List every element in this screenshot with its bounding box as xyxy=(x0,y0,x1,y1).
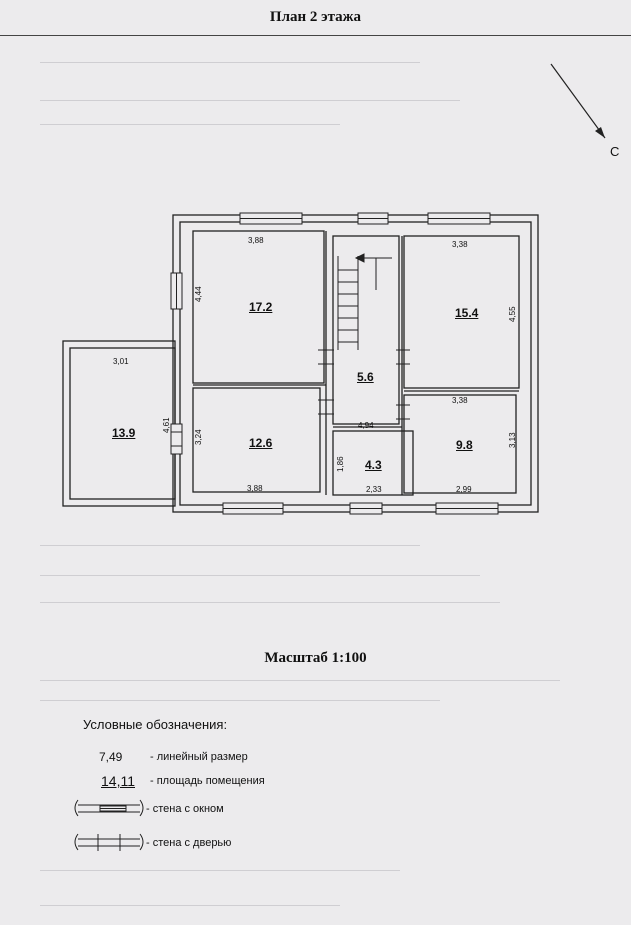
room-area-label: 12.6 xyxy=(249,436,273,450)
dimension-label: 2,33 xyxy=(366,485,382,494)
dimension-label: 4,55 xyxy=(508,306,517,322)
room-area-label: 17.2 xyxy=(249,300,273,314)
legend-area-text: - площадь помещения xyxy=(150,775,265,787)
dimension-label: 3,38 xyxy=(452,240,468,249)
legend-area-sample: 14,11 xyxy=(101,773,135,789)
dimension-label: 3,88 xyxy=(248,236,264,245)
legend-window-text: - стена с окном xyxy=(146,803,224,815)
legend-window-icon xyxy=(75,800,78,816)
room-area-label: 5.6 xyxy=(357,370,374,384)
dimension-label: 3,01 xyxy=(113,357,129,366)
dimension-label: 3,38 xyxy=(452,396,468,405)
legend-title: Условные обозначения: xyxy=(83,717,228,732)
dimension-label: 3,88 xyxy=(247,484,263,493)
legend-dim-sample: 7,49 xyxy=(99,750,123,764)
dimension-label: 1,86 xyxy=(336,456,345,472)
room-area-label: 4.3 xyxy=(365,458,382,472)
page-title: План 2 этажа xyxy=(269,9,362,25)
dimension-label: 3,13 xyxy=(508,432,517,448)
room-area-label: 15.4 xyxy=(455,306,479,320)
north-mark: С xyxy=(610,144,620,159)
dimension-label: 3,24 xyxy=(194,429,203,445)
legend-door-icon xyxy=(75,834,78,850)
room-area-label: 9.8 xyxy=(456,438,473,452)
legend-dim-text: - линейный размер xyxy=(150,751,248,763)
dimension-label: 4,94 xyxy=(358,421,374,430)
dimension-label: 4,61 xyxy=(162,417,171,433)
room-area-label: 13.9 xyxy=(112,426,136,440)
dimension-label: 4,44 xyxy=(194,286,203,302)
dimension-label: 2,99 xyxy=(456,485,472,494)
scale-label: Масштаб 1:100 xyxy=(264,650,367,666)
legend-door-text: - стена с дверью xyxy=(146,837,232,849)
